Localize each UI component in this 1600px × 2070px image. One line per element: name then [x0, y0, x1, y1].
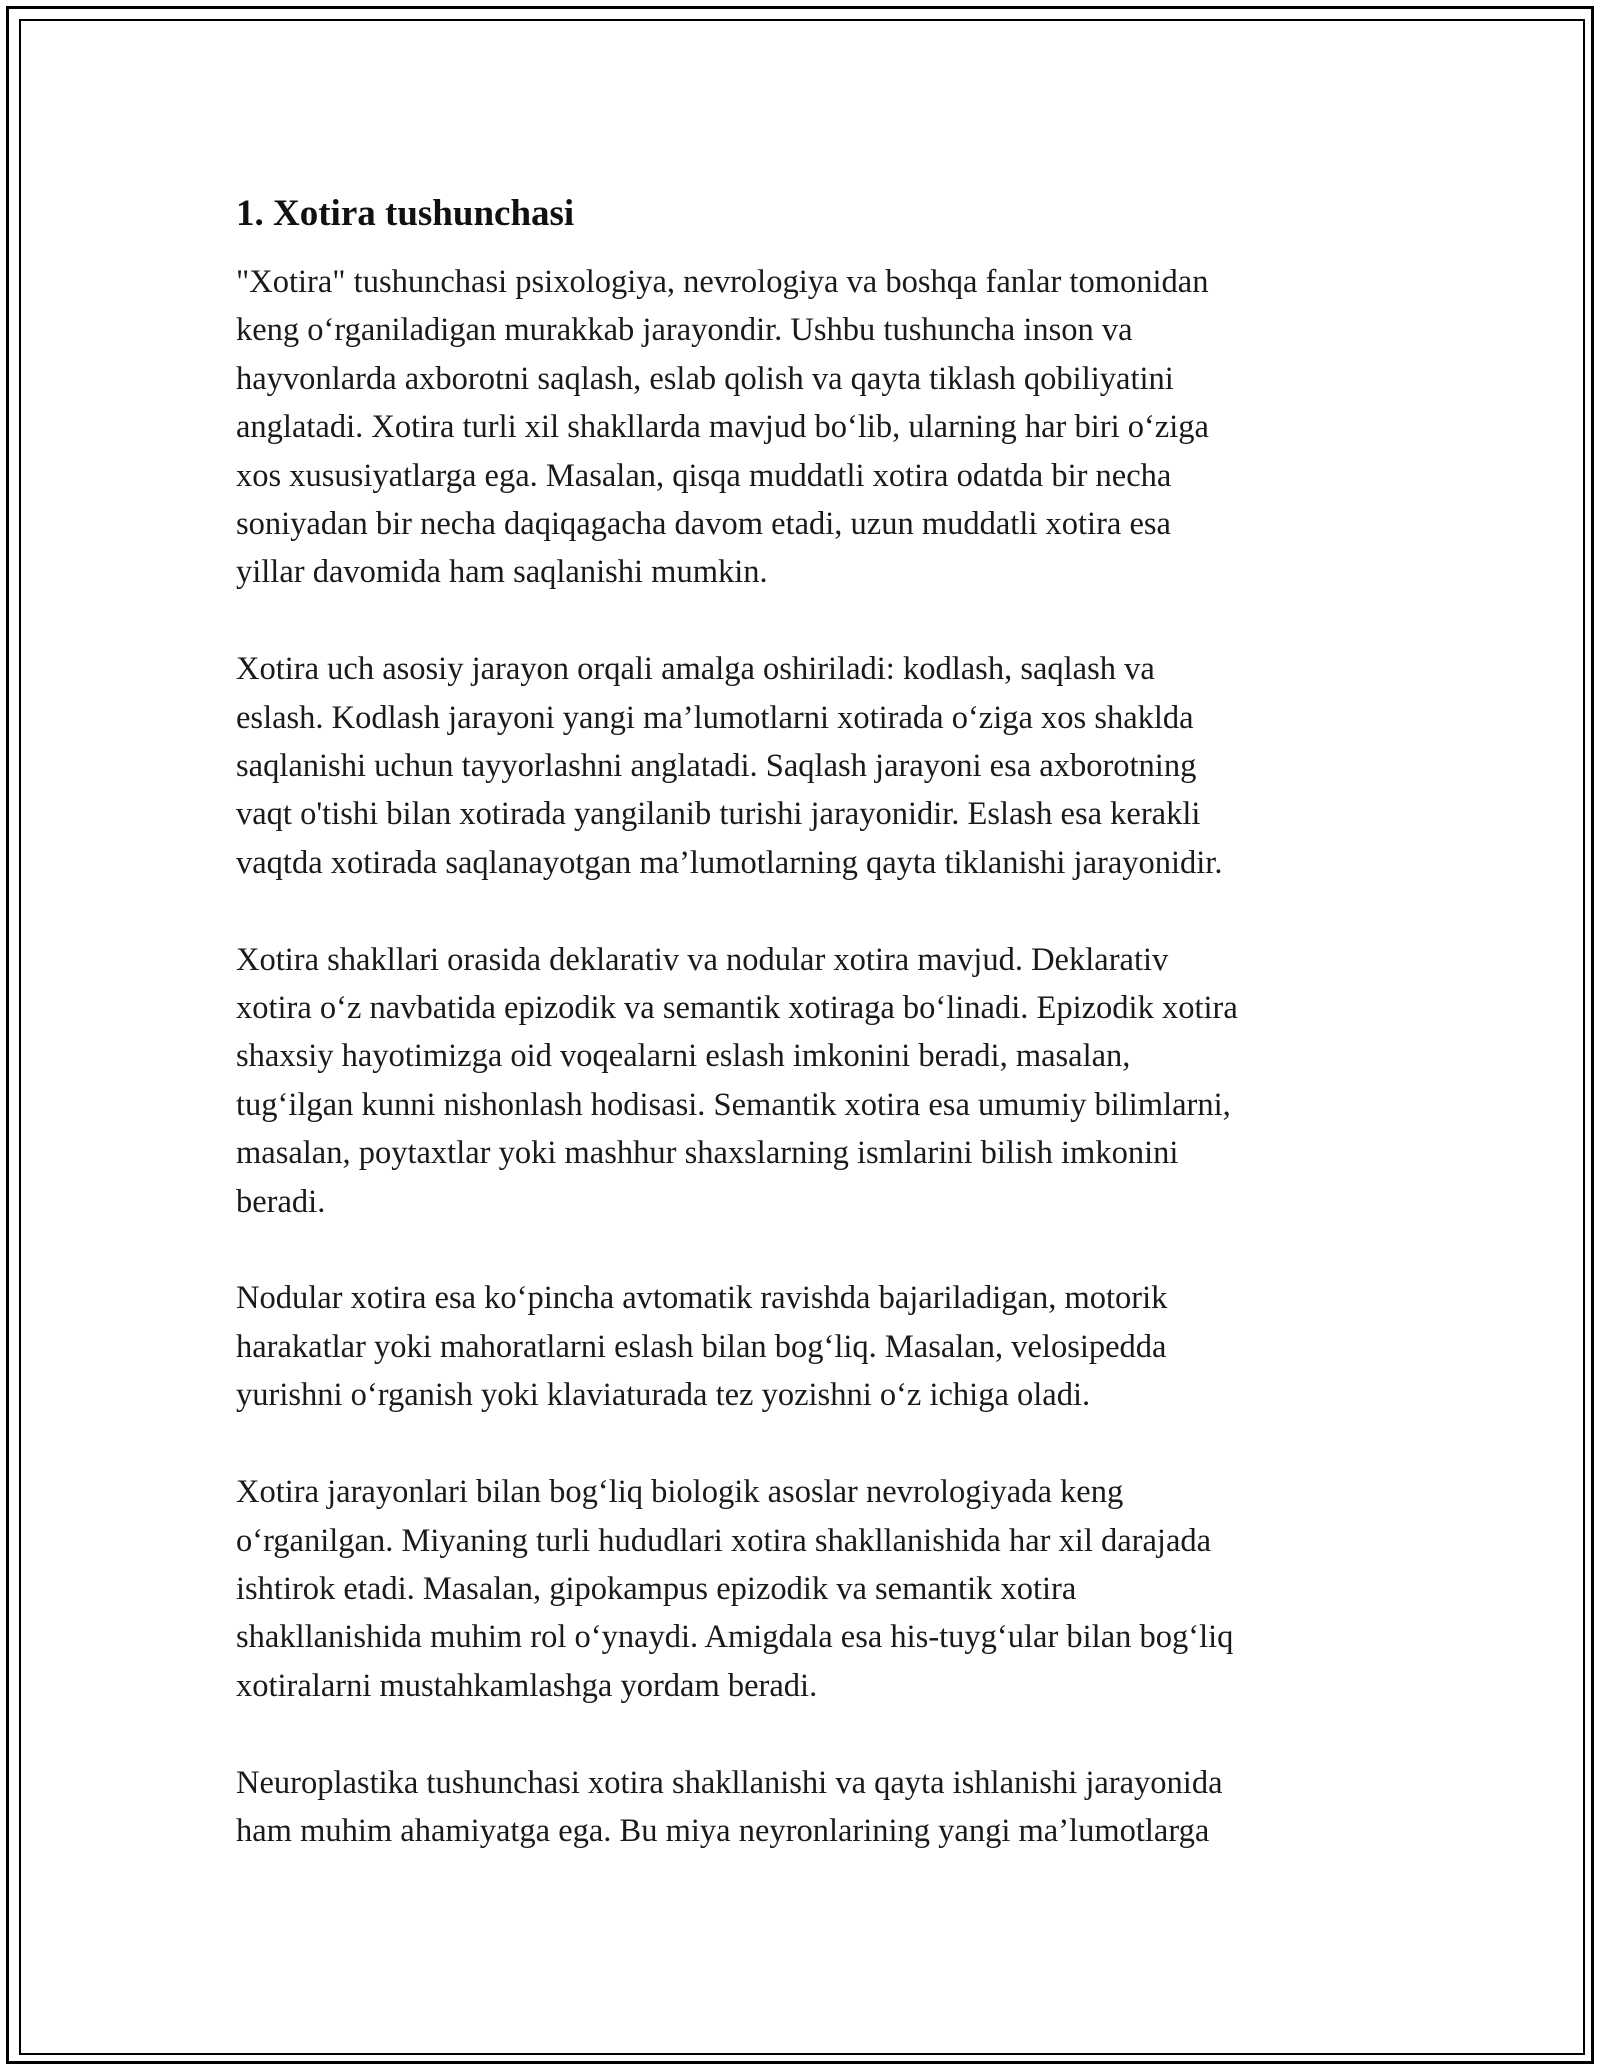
- paragraph-5: Xotira jarayonlari bilan bog‘liq biologik asoslar nevrologiyada keng o‘rganilgan. Miyaning turli hududlari xotira shakllanishida har xil darajada ishtirok etadi. Masalan, gipokampus epizodik va semantik xotira shakllanishida muhim rol o‘ynaydi. Amigdala esa his-tuyg‘ular bilan bog‘liq xotiralarni mustahkamlashga yordam beradi.: [236, 1474, 1234, 1704]
- paragraph-1: "Xotira" tushunchasi psixologiya, nevrologiya va boshqa fanlar tomonidan keng o‘rganiladigan murakkab jarayondir. Ushbu tushuncha inson va hayvonlarda axborotni saqlash, eslab qolish va qayta tiklash qobiliyatini anglatadi. Xotira turli xil shakllarda mavjud bo‘lib, ularning har biri o‘ziga xos xususiyatlarga ega. Masalan, qisqa muddatli xotira odatda bir necha soniyadan bir necha daqiqagacha davom etadi, uzun muddatli xotira esa yillar davomida ham saqlanishi mumkin.: [236, 264, 1209, 591]
- paragraph-4: Nodular xotira esa ko‘pincha avtomatik ravishda bajariladigan, motorik harakatlar yoki mahoratlarni eslash bilan bog‘liq. Masalan, velosipedda yurishni o‘rganish yoki klaviaturada tez yozishni o‘z ichiga oladi.: [236, 1280, 1168, 1414]
- paragraph-2: Xotira uch asosiy jarayon orqali amalga oshiriladi: kodlash, saqlash va eslash. Kodlash jarayoni yangi ma’lumotlarni xotirada o‘ziga xos shaklda saqlanishi uchun tayyorlashni anglatadi. Saqlash jarayoni esa axborotning vaqt o'tishi bilan xotirada yangilanib turishi jarayonidir. Eslash esa kerakli vaqtda xotirada saqlanayotgan ma’lumotlarning qayta tiklanishi jarayonidir.: [236, 651, 1223, 881]
- document-body: [236, 186, 1386, 1904]
- section-heading: 1. Xotira tushunchasi: [236, 193, 575, 234]
- paragraph-6: Neuroplastika tushunchasi xotira shakllanishi va qayta ishlanishi jarayonida ham muhim ahamiyatga ega. Bu miya neyronlarining yangi ma’lumotlarga: [236, 1764, 1223, 1849]
- paragraph-3: Xotira shakllari orasida deklarativ va nodular xotira mavjud. Deklarativ xotira o‘z navbatida epizodik va semantik xotiraga bo‘linadi. Epizodik xotira shaxsiy hayotimizga oid voqealarni eslash imkonini beradi, masalan, tug‘ilgan kunni nishonlash hodisasi. Semantik xotira esa umumiy bilimlarni, masalan, poytaxtlar yoki mashhur shaxslarning ismlarini bilish imkonini beradi.: [236, 941, 1238, 1220]
